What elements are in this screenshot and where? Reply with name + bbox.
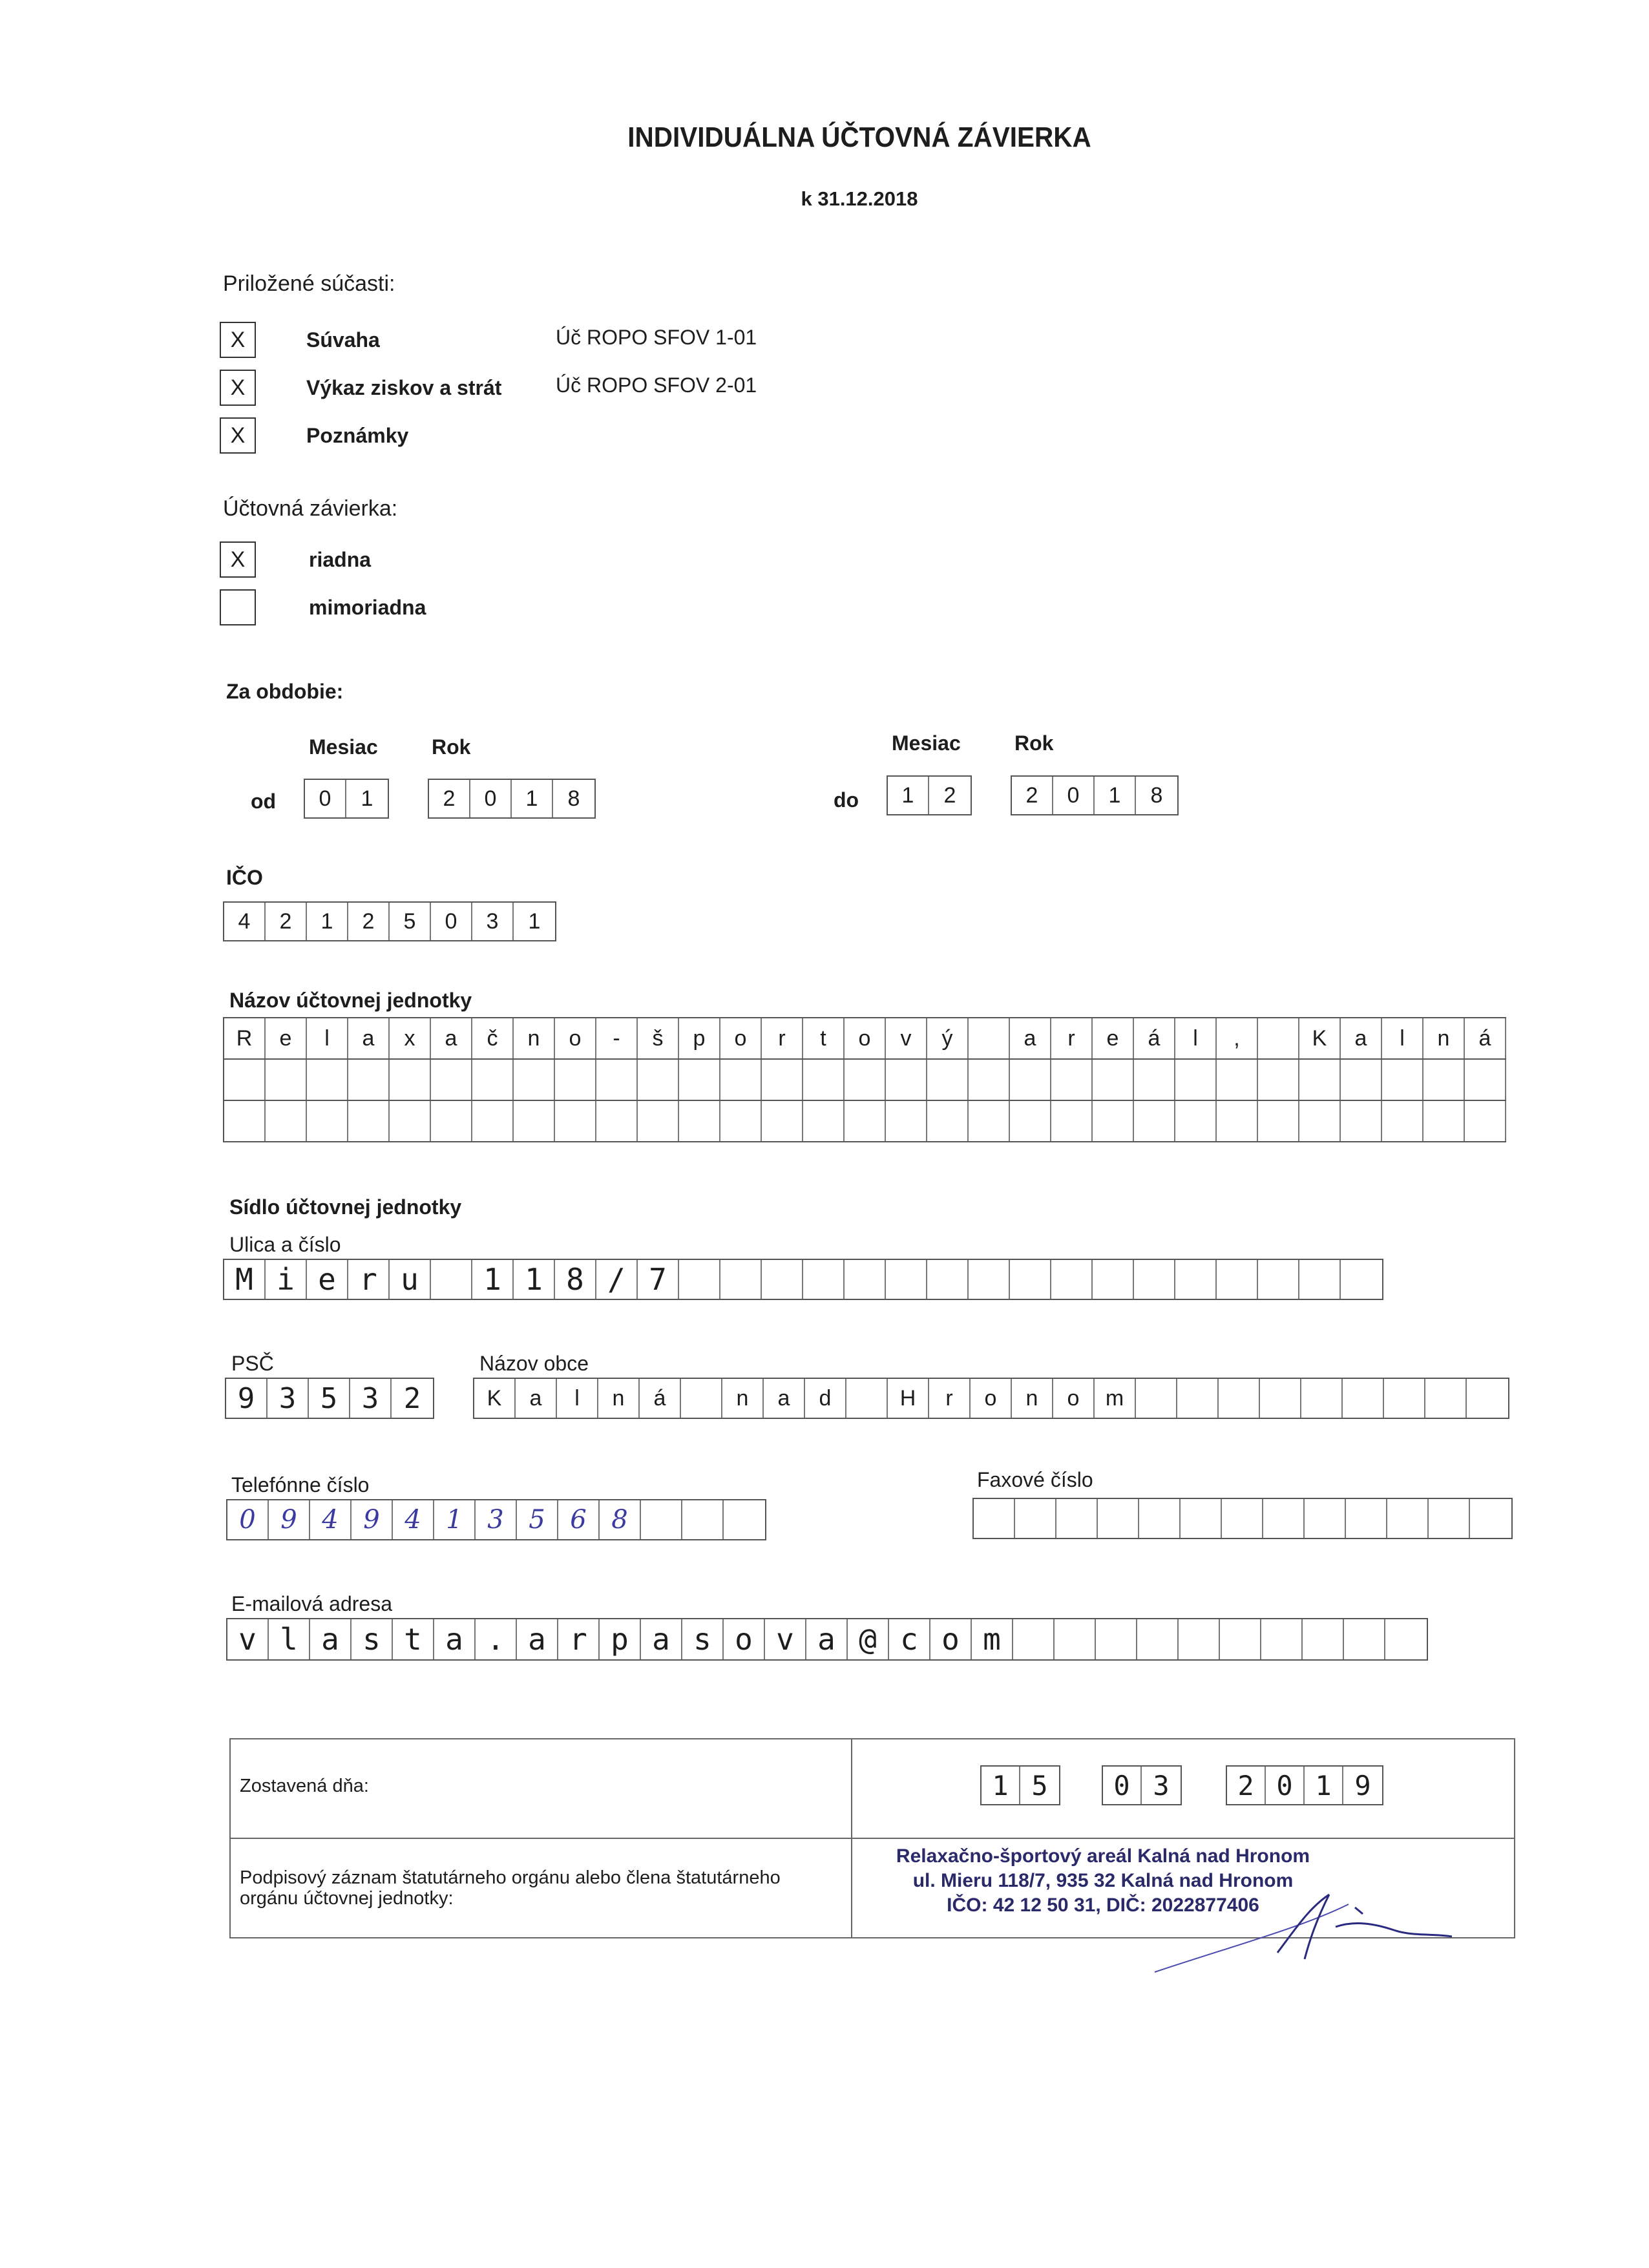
entity-name-cell: č [472, 1018, 514, 1058]
closing-label-1: mimoriadna [309, 596, 426, 619]
fax-cell [1305, 1499, 1346, 1538]
entity-name-cell [266, 1060, 307, 1100]
compiled-year-field[interactable] [1226, 1765, 1383, 1805]
from-year-field[interactable] [428, 779, 596, 819]
entity-name-cell [1217, 1101, 1258, 1141]
entity-name-cell [679, 1060, 720, 1100]
fax-cell [1429, 1499, 1470, 1538]
entity-name-row-1 [223, 1017, 1506, 1058]
street-cell: e [307, 1260, 348, 1299]
entity-name-cell [307, 1101, 348, 1141]
city-cell [1301, 1379, 1343, 1418]
from-month-field[interactable] [304, 779, 389, 819]
city-cell: H [888, 1379, 929, 1418]
email-cell [1179, 1619, 1220, 1659]
signoff-divider-horizontal [231, 1838, 1514, 1839]
email-cell [1344, 1619, 1385, 1659]
ico-cell: 1 [528, 908, 541, 934]
entity-name-cell: e [1093, 1018, 1134, 1058]
entity-name-cell [1093, 1060, 1134, 1100]
street-cell: 8 [555, 1260, 596, 1299]
entity-name-cell [1258, 1101, 1299, 1141]
entity-name-cell [1341, 1101, 1382, 1141]
street-cell [1258, 1260, 1299, 1299]
city-cell [1384, 1379, 1425, 1418]
to-month-field[interactable] [887, 775, 972, 815]
entity-name-cell [555, 1101, 596, 1141]
to-month-cell: 2 [943, 782, 956, 808]
entity-name-cell [1051, 1060, 1093, 1100]
entity-name-cell [266, 1101, 307, 1141]
entity-name-cell [307, 1060, 348, 1100]
street-label: Ulica a číslo [229, 1233, 341, 1256]
entity-name-cell [1175, 1101, 1217, 1141]
attached-checkbox-2[interactable]: X [220, 417, 256, 454]
entity-name-cell [803, 1060, 845, 1100]
city-field[interactable] [473, 1378, 1509, 1419]
from-year-cell: 8 [567, 786, 580, 811]
entity-name-cell: p [679, 1018, 720, 1058]
attached-form-code-1: Úč ROPO SFOV 2-01 [556, 373, 757, 397]
psc-cell: 9 [226, 1379, 268, 1418]
closing-heading: Účtovná závierka: [223, 496, 398, 521]
signoff-table [229, 1738, 1515, 1938]
seat-heading: Sídlo účtovnej jednotky [229, 1195, 462, 1219]
email-cell: a [517, 1619, 558, 1659]
entity-name-field[interactable] [223, 1017, 1506, 1142]
city-cell: o [1053, 1379, 1095, 1418]
city-cell [1425, 1379, 1467, 1418]
fax-cell [1222, 1499, 1263, 1538]
entity-name-cell [390, 1060, 431, 1100]
entity-name-cell [1423, 1060, 1465, 1100]
fax-label: Faxové číslo [977, 1468, 1093, 1491]
phone-cell: 6 [558, 1500, 600, 1539]
entity-name-cell [431, 1101, 472, 1141]
phone-cell: 4 [393, 1500, 434, 1539]
attached-label-2: Poznámky [306, 424, 409, 447]
email-field[interactable] [226, 1618, 1428, 1661]
street-cell [1010, 1260, 1051, 1299]
street-cell: i [266, 1260, 307, 1299]
email-cell [1303, 1619, 1344, 1659]
document-title: INDIVIDUÁLNA ÚČTOVNÁ ZÁVIERKA [627, 121, 1091, 153]
attached-label-1: Výkaz ziskov a strát [306, 376, 502, 399]
phone-cell: 0 [227, 1500, 269, 1539]
fax-field[interactable] [972, 1498, 1513, 1539]
entity-name-row-3 [223, 1100, 1506, 1142]
entity-name-cell [803, 1101, 845, 1141]
entity-name-cell [638, 1101, 679, 1141]
entity-name-cell [514, 1060, 555, 1100]
entity-name-cell [927, 1101, 969, 1141]
entity-name-cell: v [886, 1018, 927, 1058]
entity-name-cell: a [1341, 1018, 1382, 1058]
signature-label: Podpisový záznam štatutárneho orgánu alebo člena štatutárneho orgánu účtovnej jednotky: [240, 1867, 781, 1909]
phone-cell: 8 [600, 1500, 641, 1539]
city-cell: m [1095, 1379, 1136, 1418]
phone-cell [724, 1500, 765, 1539]
psc-cell: 5 [309, 1379, 350, 1418]
email-cell: a [310, 1619, 352, 1659]
email-cell: r [558, 1619, 600, 1659]
from-year-cell: 1 [512, 780, 553, 817]
email-label: E-mailová adresa [231, 1592, 392, 1615]
fax-cell [1263, 1499, 1305, 1538]
entity-name-cell: R [224, 1018, 266, 1058]
compiled-day-field[interactable] [980, 1765, 1060, 1805]
street-cell: 1 [514, 1260, 555, 1299]
email-cell [1220, 1619, 1261, 1659]
entity-name-cell [638, 1060, 679, 1100]
city-cell [1136, 1379, 1177, 1418]
email-cell: s [682, 1619, 724, 1659]
attached-checkbox-1[interactable]: X [220, 370, 256, 406]
day-cell: 1 [982, 1767, 1020, 1804]
yr-cell: 0 [1266, 1767, 1305, 1804]
entity-name-cell [596, 1101, 638, 1141]
street-cell: M [224, 1260, 266, 1299]
entity-name-cell [472, 1101, 514, 1141]
entity-name-cell: x [390, 1018, 431, 1058]
street-cell [1341, 1260, 1382, 1299]
entity-name-cell: a [1010, 1018, 1051, 1058]
street-cell: 1 [472, 1260, 514, 1299]
email-cell: o [724, 1619, 765, 1659]
entity-name-cell: l [1382, 1018, 1423, 1058]
entity-name-cell [845, 1101, 886, 1141]
entity-name-cell [224, 1060, 266, 1100]
street-cell [1093, 1260, 1134, 1299]
to-year-cell: 1 [1095, 777, 1136, 814]
to-year-cell: 8 [1150, 782, 1163, 808]
mon-cell: 3 [1153, 1769, 1170, 1801]
ico-cell: 0 [431, 903, 472, 940]
city-cell: a [516, 1379, 557, 1418]
entity-name-cell: á [1134, 1018, 1175, 1058]
ico-cell: 2 [266, 903, 307, 940]
email-cell: @ [848, 1619, 889, 1659]
phone-cell [682, 1500, 724, 1539]
city-label: Názov obce [479, 1352, 589, 1375]
email-cell: v [227, 1619, 269, 1659]
entity-name-cell: n [514, 1018, 555, 1058]
entity-name-cell: l [307, 1018, 348, 1058]
street-cell [803, 1260, 845, 1299]
fax-cell [1181, 1499, 1222, 1538]
entity-name-label: Názov účtovnej jednotky [229, 989, 472, 1012]
entity-name-cell: á [1465, 1018, 1506, 1058]
email-cell: l [269, 1619, 310, 1659]
ico-cell: 2 [348, 903, 390, 940]
entity-name-cell [1010, 1060, 1051, 1100]
ico-cell: 5 [390, 903, 431, 940]
entity-name-cell [927, 1060, 969, 1100]
psc-cell: 2 [403, 1381, 421, 1415]
street-cell [1217, 1260, 1258, 1299]
attached-heading: Priložené súčasti: [223, 271, 395, 296]
city-cell: d [805, 1379, 846, 1418]
entity-name-cell [431, 1060, 472, 1100]
entity-name-cell: n [1423, 1018, 1465, 1058]
ico-field[interactable] [223, 901, 556, 941]
entity-name-cell [1134, 1060, 1175, 1100]
entity-name-cell [348, 1101, 390, 1141]
compiled-month-field[interactable] [1102, 1765, 1182, 1805]
entity-name-cell: a [431, 1018, 472, 1058]
city-cell [1260, 1379, 1301, 1418]
closing-label-0: riadna [309, 548, 372, 571]
city-cell: n [1012, 1379, 1053, 1418]
entity-name-cell: - [596, 1018, 638, 1058]
fax-cell [1387, 1499, 1429, 1538]
entity-name-cell [969, 1018, 1010, 1058]
from-year-cell: 2 [429, 780, 470, 817]
psc-cell: 3 [268, 1379, 309, 1418]
city-cell: a [764, 1379, 805, 1418]
entity-name-cell [720, 1060, 762, 1100]
street-cell: u [390, 1260, 431, 1299]
email-cell: a [434, 1619, 476, 1659]
city-cell: n [722, 1379, 764, 1418]
email-cell [1137, 1619, 1179, 1659]
entity-name-cell [1465, 1060, 1506, 1100]
entity-name-cell: , [1217, 1018, 1258, 1058]
email-cell: p [600, 1619, 641, 1659]
email-cell: m [972, 1619, 1013, 1659]
entity-name-cell [1341, 1060, 1382, 1100]
to-year-cell: 0 [1053, 777, 1095, 814]
entity-name-cell [1175, 1060, 1217, 1100]
entity-name-cell: l [1175, 1018, 1217, 1058]
entity-name-cell: K [1299, 1018, 1341, 1058]
city-cell [1343, 1379, 1384, 1418]
street-cell [927, 1260, 969, 1299]
entity-name-cell: š [638, 1018, 679, 1058]
email-cell [1096, 1619, 1137, 1659]
entity-name-cell [845, 1060, 886, 1100]
to-year-field[interactable] [1011, 775, 1179, 815]
street-cell [679, 1260, 720, 1299]
closing-checkbox-1[interactable] [220, 589, 256, 625]
street-cell: 7 [638, 1260, 679, 1299]
entity-name-cell [762, 1060, 803, 1100]
psc-label: PSČ [231, 1352, 274, 1375]
city-cell: r [929, 1379, 971, 1418]
entity-name-cell [224, 1101, 266, 1141]
entity-name-row-2 [223, 1058, 1506, 1100]
entity-name-cell [348, 1060, 390, 1100]
entity-name-cell [1299, 1101, 1341, 1141]
stamp-line-2: ul. Mieru 118/7, 935 32 Kalná nad Hronom [912, 1870, 1294, 1891]
street-cell [969, 1260, 1010, 1299]
closing-checkbox-0[interactable]: X [220, 541, 256, 578]
city-cell [1467, 1379, 1508, 1418]
attached-label-0: Súvaha [306, 328, 380, 352]
phone-cell: 5 [517, 1500, 558, 1539]
phone-cell: 4 [310, 1500, 352, 1539]
yr-cell: 9 [1354, 1769, 1371, 1801]
entity-name-cell [1258, 1018, 1299, 1058]
email-cell: c [889, 1619, 930, 1659]
entity-name-cell: o [555, 1018, 596, 1058]
city-cell: l [557, 1379, 598, 1418]
phone-cell: 3 [476, 1500, 517, 1539]
entity-name-cell: a [348, 1018, 390, 1058]
email-cell [1385, 1619, 1427, 1659]
entity-name-cell [1217, 1060, 1258, 1100]
fax-cell [1346, 1499, 1387, 1538]
phone-cell: 9 [269, 1500, 310, 1539]
fax-cell [1470, 1499, 1511, 1538]
street-cell [845, 1260, 886, 1299]
compiled-label: Zostavená dňa: [240, 1776, 369, 1796]
email-cell [1055, 1619, 1096, 1659]
city-cell [1177, 1379, 1219, 1418]
fax-cell [1015, 1499, 1056, 1538]
city-cell [681, 1379, 722, 1418]
entity-name-cell: r [1051, 1018, 1093, 1058]
entity-name-cell [886, 1101, 927, 1141]
email-cell: . [476, 1619, 517, 1659]
phone-label: Telefónne číslo [231, 1473, 370, 1496]
street-cell [1134, 1260, 1175, 1299]
phone-cell: 9 [352, 1500, 393, 1539]
entity-name-cell: r [762, 1018, 803, 1058]
entity-name-cell [596, 1060, 638, 1100]
entity-name-cell [969, 1060, 1010, 1100]
handwritten-signature [1135, 1869, 1523, 1998]
entity-name-cell [1258, 1060, 1299, 1100]
street-cell: r [348, 1260, 390, 1299]
email-cell [1013, 1619, 1055, 1659]
phone-cell [641, 1500, 682, 1539]
fax-cell [1098, 1499, 1139, 1538]
email-cell: a [641, 1619, 682, 1659]
entity-name-cell [1465, 1101, 1506, 1141]
street-cell [1299, 1260, 1341, 1299]
entity-name-cell [1423, 1101, 1465, 1141]
ico-cell: 1 [307, 903, 348, 940]
fax-cell [1139, 1499, 1181, 1538]
from-month-cell: 1 [361, 786, 373, 811]
entity-name-cell [472, 1060, 514, 1100]
entity-name-cell: ý [927, 1018, 969, 1058]
email-cell [1261, 1619, 1303, 1659]
entity-name-cell [1134, 1101, 1175, 1141]
document-date: k 31.12.2018 [801, 187, 918, 210]
entity-name-cell [1382, 1060, 1423, 1100]
fax-cell [1056, 1499, 1098, 1538]
email-cell: t [393, 1619, 434, 1659]
yr-cell: 2 [1227, 1767, 1266, 1804]
to-year-label: Rok [1014, 731, 1054, 755]
entity-name-cell [1093, 1101, 1134, 1141]
ico-label: IČO [226, 866, 263, 889]
from-month-label: Mesiac [309, 735, 378, 759]
email-cell: s [352, 1619, 393, 1659]
street-cell [720, 1260, 762, 1299]
period-heading: Za obdobie: [226, 680, 344, 703]
mon-cell: 0 [1103, 1767, 1142, 1804]
day-cell: 5 [1031, 1769, 1048, 1801]
phone-cell: 1 [434, 1500, 476, 1539]
entity-name-cell [514, 1101, 555, 1141]
entity-name-cell [555, 1060, 596, 1100]
entity-name-cell: o [845, 1018, 886, 1058]
entity-name-cell [886, 1060, 927, 1100]
fax-cell [974, 1499, 1015, 1538]
from-year-cell: 0 [470, 780, 512, 817]
entity-name-cell [720, 1101, 762, 1141]
street-cell [762, 1260, 803, 1299]
entity-name-cell [762, 1101, 803, 1141]
from-month-cell: 0 [305, 780, 346, 817]
entity-name-cell [390, 1101, 431, 1141]
entity-name-cell [1051, 1101, 1093, 1141]
phone-field[interactable] [226, 1499, 766, 1540]
city-cell: o [971, 1379, 1012, 1418]
city-cell [846, 1379, 888, 1418]
from-label: od [251, 790, 277, 813]
street-cell [431, 1260, 472, 1299]
to-month-label: Mesiac [892, 731, 961, 755]
entity-name-cell [679, 1101, 720, 1141]
city-cell [1219, 1379, 1260, 1418]
to-month-cell: 1 [888, 777, 929, 814]
ico-cell: 3 [472, 903, 514, 940]
entity-name-cell [1382, 1101, 1423, 1141]
street-field[interactable] [223, 1259, 1383, 1300]
city-cell: á [640, 1379, 681, 1418]
email-cell: a [806, 1619, 848, 1659]
street-cell [1175, 1260, 1217, 1299]
ico-cell: 4 [224, 903, 266, 940]
psc-field[interactable] [225, 1378, 434, 1419]
city-cell: n [598, 1379, 640, 1418]
entity-name-cell: t [803, 1018, 845, 1058]
attached-checkbox-0[interactable]: X [220, 322, 256, 358]
street-cell [1051, 1260, 1093, 1299]
stamp-line-3: IČO: 42 12 50 31, DIČ: 2022877406 [947, 1895, 1259, 1916]
to-label: do [834, 788, 859, 812]
psc-cell: 3 [350, 1379, 392, 1418]
entity-name-cell [1299, 1060, 1341, 1100]
from-year-label: Rok [432, 735, 471, 759]
entity-name-cell [969, 1101, 1010, 1141]
street-cell [886, 1260, 927, 1299]
street-cell: / [596, 1260, 638, 1299]
to-year-cell: 2 [1012, 777, 1053, 814]
email-cell: o [930, 1619, 972, 1659]
entity-name-cell [1010, 1101, 1051, 1141]
entity-name-cell: e [266, 1018, 307, 1058]
stamp-line-1: Relaxačno-športový areál Kalná nad Hronom [896, 1845, 1310, 1867]
yr-cell: 1 [1305, 1767, 1343, 1804]
entity-name-cell: o [720, 1018, 762, 1058]
city-cell: K [474, 1379, 516, 1418]
email-cell: v [765, 1619, 806, 1659]
attached-form-code-0: Úč ROPO SFOV 1-01 [556, 326, 757, 349]
